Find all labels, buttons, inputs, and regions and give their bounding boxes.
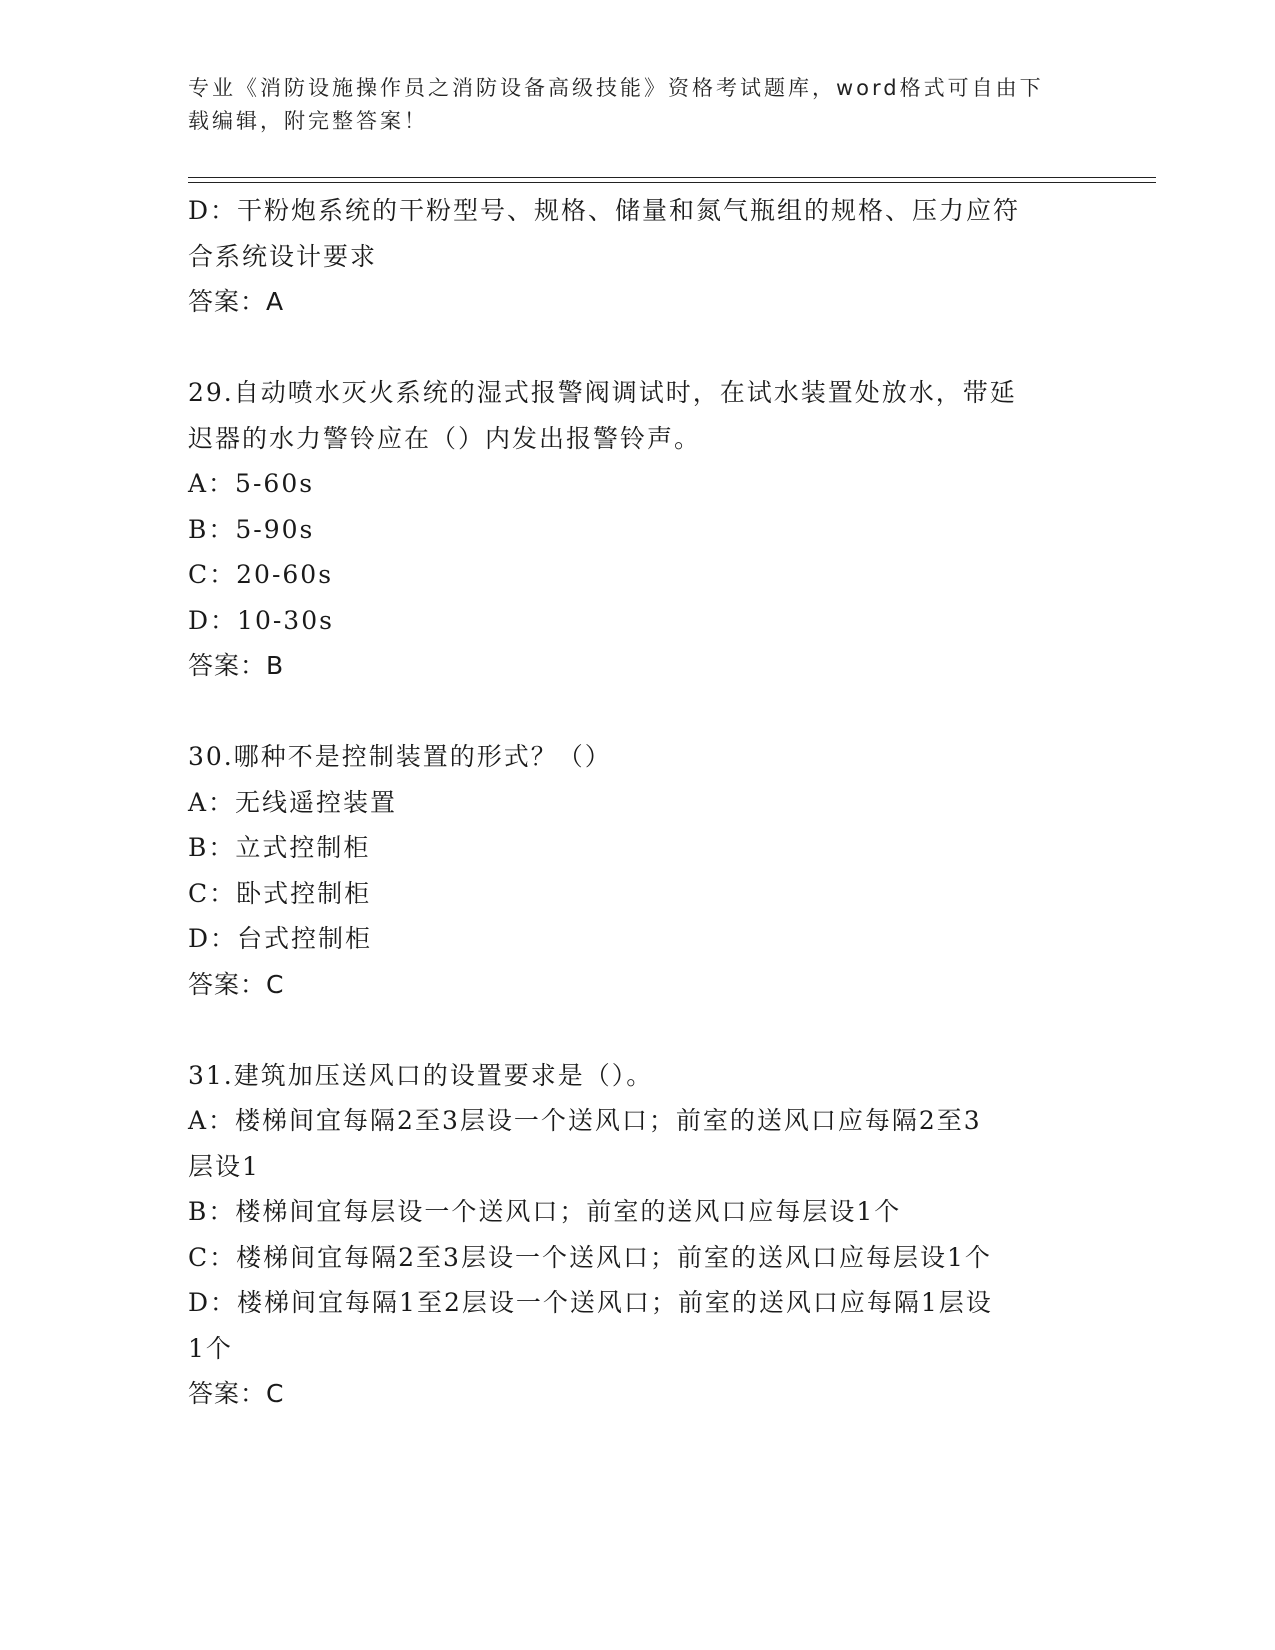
option-a-continued: 层设1 [188, 1151, 260, 1181]
question-31 [188, 1053, 1088, 1417]
page-header [188, 72, 1088, 138]
option-c: C：卧式控制柜 [188, 878, 372, 908]
header-divider-bottom [188, 182, 1156, 183]
option-d-continued: 合系统设计要求 [188, 241, 378, 271]
header-line-1: 专业《消防设施操作员之消防设备高级技能》资格考试题库，word格式可自由下 [188, 76, 1044, 100]
question-text: 29.自动喷水灭火系统的湿式报警阀调试时，在试水装置处放水，带延 [188, 378, 1017, 407]
header-divider-top [188, 177, 1156, 178]
question-29 [188, 370, 1088, 689]
option-a: A：无线遥控装置 [188, 787, 398, 817]
option-d: D：10-30s [188, 605, 334, 635]
question-text: 30.哪种不是控制装置的形式？（） [188, 742, 612, 771]
question-text-continued: 迟器的水力警铃应在（）内发出报警铃声。 [188, 423, 702, 453]
option-b: B：楼梯间宜每层设一个送风口；前室的送风口应每层设1个 [188, 1197, 902, 1226]
spacer [188, 1007, 1088, 1053]
option-d: D：干粉炮系统的干粉型号、规格、储量和氮气瓶组的规格、压力应符 [188, 196, 1021, 225]
answer-text: 答案：B [188, 651, 285, 680]
option-b: B：立式控制柜 [188, 833, 371, 862]
option-d-continued: 1个 [188, 1333, 233, 1363]
question-list [188, 188, 1088, 1417]
option-b: B：5-90s [188, 514, 315, 544]
question-30 [188, 734, 1088, 1007]
option-d: D：台式控制柜 [188, 924, 373, 953]
option-c: C：楼梯间宜每隔2至3层设一个送风口；前室的送风口应每层设1个 [188, 1242, 992, 1272]
answer-text: 答案：A [188, 287, 285, 316]
question-text: 31.建筑加压送风口的设置要求是（）。 [188, 1060, 654, 1090]
spacer [188, 689, 1088, 735]
option-c: C：20-60s [188, 560, 334, 589]
option-d: D：楼梯间宜每隔1至2层设一个送风口；前室的送风口应每隔1层设 [188, 1288, 993, 1317]
option-a: A：5-60s [188, 469, 315, 498]
option-a: A：楼梯间宜每隔2至3层设一个送风口；前室的送风口应每隔2至3 [188, 1106, 982, 1135]
question-28-tail [188, 188, 1088, 325]
answer-text: 答案：C [188, 969, 285, 999]
spacer [188, 325, 1088, 371]
answer-text: 答案：C [188, 1379, 285, 1408]
header-line-2: 载编辑，附完整答案！ [188, 109, 428, 133]
